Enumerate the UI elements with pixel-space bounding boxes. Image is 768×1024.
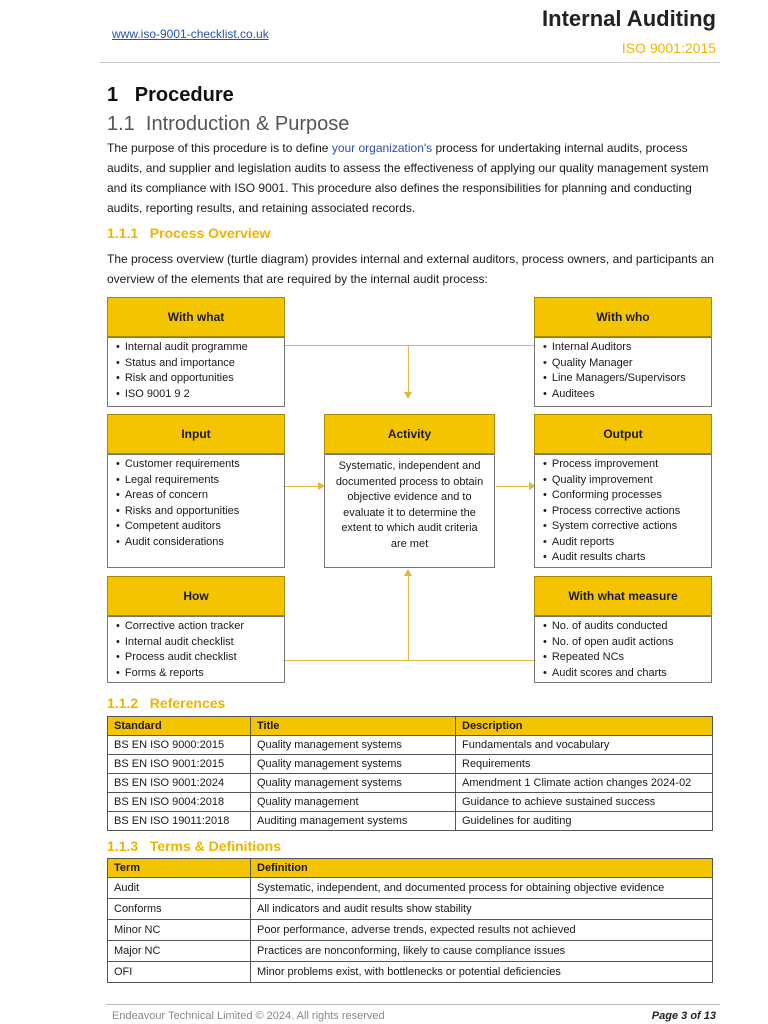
table-cell: Quality management systems <box>251 755 456 774</box>
document-subtitle: ISO 9001:2015 <box>621 40 716 56</box>
arrow-up-icon <box>404 569 412 576</box>
measure-header: With what measure <box>534 576 712 616</box>
list-item: • Internal audit programme <box>116 340 284 356</box>
table-header-row <box>108 859 713 878</box>
with-who-header: With who <box>534 297 712 337</box>
document-title: Internal Auditing <box>542 6 716 31</box>
list-item: • Status and importance <box>116 356 284 372</box>
list-item: • Audit scores and charts <box>543 666 711 682</box>
header-divider <box>100 62 720 63</box>
table-cell: Major NC <box>108 941 251 962</box>
list-item: • Repeated NCs <box>543 650 711 666</box>
table-row <box>108 736 713 755</box>
column-header: Standard <box>108 717 251 736</box>
table-cell: Guidance to achieve sustained success <box>456 793 713 812</box>
input-list <box>107 454 285 568</box>
connector-top-down <box>408 345 409 395</box>
connector-bottom <box>285 660 535 661</box>
references-heading: 1.1.2 References <box>107 695 226 711</box>
table-cell: BS EN ISO 9001:2024 <box>108 774 251 793</box>
list-item: • Forms & reports <box>116 666 284 682</box>
table-cell: OFI <box>108 962 251 983</box>
organization-link[interactable]: your organization's <box>331 141 433 155</box>
how-header: How <box>107 576 285 616</box>
measure-list <box>534 616 712 683</box>
table-cell: Quality management systems <box>251 774 456 793</box>
intro-text-b: process for undertaking internal audits, process audits, and supplier and legislation audits to assess the effectiveness of applying our quality management system and its compliance with ISO 9001. This procedure also defines the responsibilities for planning and conducting audits, reporting results, and retaining associated records. <box>107 141 709 215</box>
table-row <box>108 812 713 831</box>
list-item: • ISO 9001 9 2 <box>116 387 284 403</box>
output-header: Output <box>534 414 712 454</box>
table-cell: Quality management <box>251 793 456 812</box>
table-cell: Auditing management systems <box>251 812 456 831</box>
table-cell: Practices are nonconforming, likely to cause compliance issues <box>251 941 713 962</box>
list-item: • System corrective actions <box>543 519 711 535</box>
table-cell: Audit <box>108 878 251 899</box>
list-item: • Internal Auditors <box>543 340 711 356</box>
connector-left <box>285 486 321 487</box>
with-what-list <box>107 337 285 407</box>
table-cell: Systematic, independent, and documented process for obtaining objective evidence <box>251 878 713 899</box>
table-cell: Fundamentals and vocabulary <box>456 736 713 755</box>
footer-copyright: Endeavour Technical Limited © 2024. All rights reserved <box>112 1010 385 1022</box>
table-row <box>108 878 713 899</box>
table-row <box>108 755 713 774</box>
table-row <box>108 920 713 941</box>
table-cell: All indicators and audit results show stability <box>251 899 713 920</box>
website-link[interactable]: www.iso-9001-checklist.co.uk <box>112 27 269 41</box>
table-cell: Conforms <box>108 899 251 920</box>
intro-text-a: The purpose of this procedure is to define <box>107 141 332 155</box>
list-item: • Customer requirements <box>116 457 284 473</box>
list-item: • Competent auditors <box>116 519 284 535</box>
process-overview-text: The process overview (turtle diagram) provides internal and external auditors, process owners, and participants an overview of the elements that are required by the internal audit process: <box>107 252 714 286</box>
footer-divider <box>106 1004 720 1005</box>
table-cell: BS EN ISO 9004:2018 <box>108 793 251 812</box>
list-item: • Legal requirements <box>116 473 284 489</box>
list-item: • Audit considerations <box>116 535 284 551</box>
terms-table <box>107 858 713 983</box>
activity-header: Activity <box>324 414 495 454</box>
column-header: Term <box>108 859 251 878</box>
process-overview-heading: 1.1.1 Process Overview <box>107 225 271 241</box>
list-item: • Conforming processes <box>543 488 711 504</box>
column-header: Definition <box>251 859 713 878</box>
list-item: • Audit reports <box>543 535 711 551</box>
list-item: • Audit results charts <box>543 550 711 566</box>
table-cell: Quality management systems <box>251 736 456 755</box>
column-header: Description <box>456 717 713 736</box>
table-header-row <box>108 717 713 736</box>
terms-heading: 1.1.3 Terms & Definitions <box>107 838 282 854</box>
table-row <box>108 793 713 812</box>
list-item: • Risk and opportunities <box>116 371 284 387</box>
table-cell: Minor problems exist, with bottlenecks or potential deficiencies <box>251 962 713 983</box>
table-cell: BS EN ISO 9000:2015 <box>108 736 251 755</box>
table-cell: Guidelines for auditing <box>456 812 713 831</box>
list-item: • Process improvement <box>543 457 711 473</box>
table-row <box>108 962 713 983</box>
table-row <box>108 941 713 962</box>
list-item: • No. of audits conducted <box>543 619 711 635</box>
output-list <box>534 454 712 568</box>
list-item: • Line Managers/Supervisors <box>543 371 711 387</box>
subsection-heading: 1.1 Introduction & Purpose <box>107 113 350 135</box>
list-item: • Areas of concern <box>116 488 284 504</box>
references-table <box>107 716 713 831</box>
input-header: Input <box>107 414 285 454</box>
table-cell: Minor NC <box>108 920 251 941</box>
column-header: Title <box>251 717 456 736</box>
list-item: • No. of open audit actions <box>543 635 711 651</box>
with-what-header: With what <box>107 297 285 337</box>
list-item: • Quality improvement <box>543 473 711 489</box>
list-item: • Quality Manager <box>543 356 711 372</box>
intro-paragraph <box>107 138 717 218</box>
table-cell: Poor performance, adverse trends, expected results not achieved <box>251 920 713 941</box>
table-cell: BS EN ISO 19011:2018 <box>108 812 251 831</box>
connector-bottom-up <box>408 575 409 660</box>
page-number: Page 3 of 13 <box>651 1010 716 1022</box>
list-item: • Corrective action tracker <box>116 619 284 635</box>
table-row <box>108 899 713 920</box>
table-cell: BS EN ISO 9001:2015 <box>108 755 251 774</box>
table-cell: Requirements <box>456 755 713 774</box>
activity-description: Systematic, independent and documented process to obtain objective evidence and to evaluate it to determine the extent to which audit criteria are met <box>324 454 495 568</box>
with-who-list <box>534 337 712 407</box>
arrow-down-icon <box>404 392 412 399</box>
table-row <box>108 774 713 793</box>
list-item: • Process corrective actions <box>543 504 711 520</box>
list-item: • Risks and opportunities <box>116 504 284 520</box>
how-list <box>107 616 285 683</box>
connector-top <box>285 345 535 346</box>
connector-right <box>496 486 532 487</box>
table-cell: Amendment 1 Climate action changes 2024-02 <box>456 774 713 793</box>
list-item: • Process audit checklist <box>116 650 284 666</box>
list-item: • Internal audit checklist <box>116 635 284 651</box>
section-heading: 1 Procedure <box>107 84 234 106</box>
list-item: • Auditees <box>543 387 711 403</box>
